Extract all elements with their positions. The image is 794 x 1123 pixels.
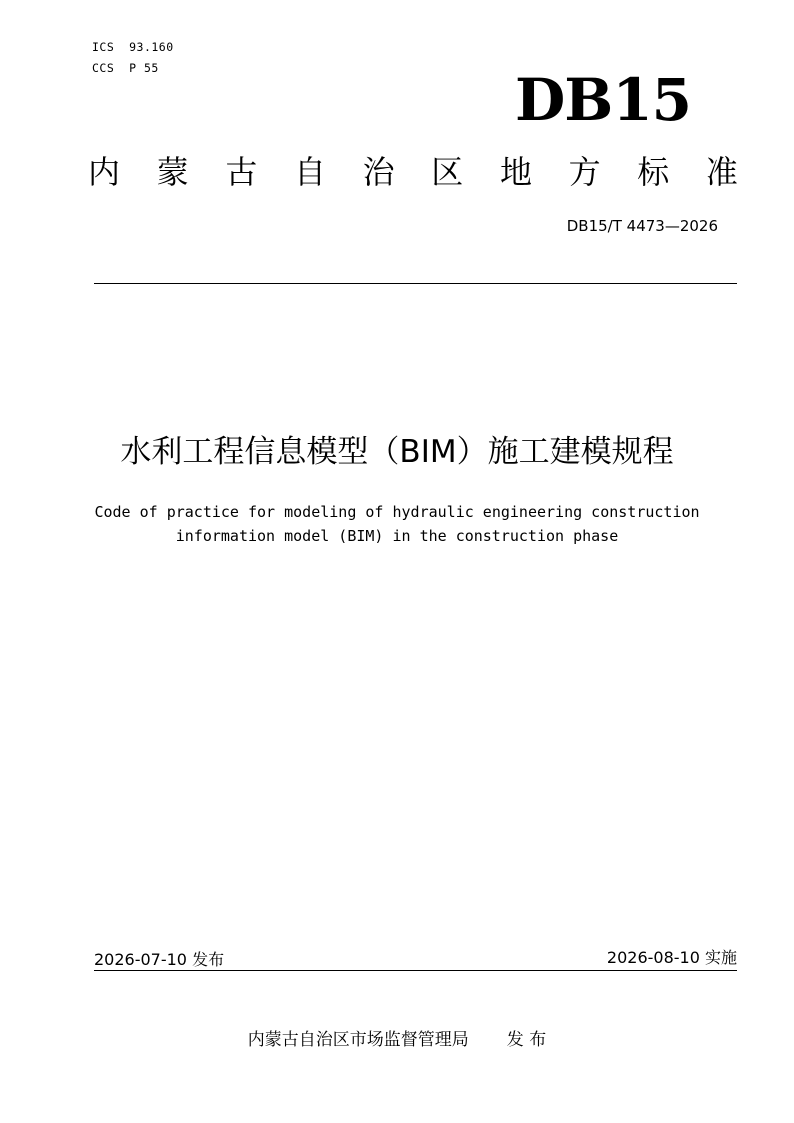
org-title-char: 地 xyxy=(499,153,532,191)
english-title-line-2: information model (BIM) in the construction phase xyxy=(175,527,619,545)
org-title-char: 区 xyxy=(431,153,464,191)
ccs-code: CCS P 55 xyxy=(92,61,159,75)
document-title-english xyxy=(0,500,794,548)
db15-logo: DB15 xyxy=(515,66,692,134)
standard-number: DB15/T 4473—2026 xyxy=(566,217,718,235)
org-title-char: 蒙 xyxy=(156,153,189,191)
ics-code: ICS 93.160 xyxy=(92,40,174,54)
org-title-char: 古 xyxy=(225,153,258,191)
org-title-char: 自 xyxy=(293,153,326,191)
org-title-char: 内 xyxy=(88,153,121,191)
top-divider xyxy=(94,283,737,284)
issuer xyxy=(0,1025,794,1050)
issue-date: 2026-07-10 发布 xyxy=(94,950,225,969)
document-title-chinese: 水利工程信息模型（BIM）施工建模规程 xyxy=(120,434,674,470)
english-title-line-1: Code of practice for modeling of hydraulic engineering construction xyxy=(94,503,700,521)
bottom-divider xyxy=(94,970,737,971)
org-title-char: 治 xyxy=(362,153,395,191)
org-title-char: 方 xyxy=(568,153,601,191)
org-title-char: 准 xyxy=(705,153,738,191)
org-title xyxy=(88,150,738,194)
org-title-char: 标 xyxy=(637,153,670,191)
issuer-name: 内蒙古自治区市场监督管理局 xyxy=(247,1030,469,1050)
issuer-action: 发 布 xyxy=(506,1030,547,1050)
implementation-date: 2026-08-10 实施 xyxy=(606,948,737,967)
